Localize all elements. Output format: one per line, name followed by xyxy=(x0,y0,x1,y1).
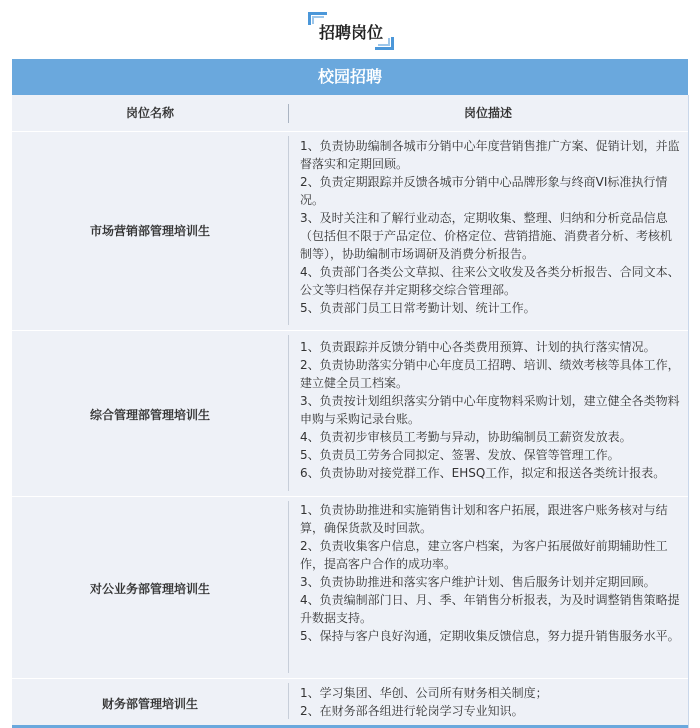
duty-item: 1、学习集团、华创、公司所有财务相关制度； xyxy=(300,686,548,700)
section-title: 招聘岗位 xyxy=(318,23,383,42)
duty-item: 2、在财务部各组进行轮岗学习专业知识。 xyxy=(300,704,524,718)
position-description xyxy=(300,501,680,645)
duty-item: 3、负责按计划组织落实分销中心年度物料采购计划，建立健全各类物料申购与采购记录台账。 xyxy=(300,394,680,426)
duty-item: 1、负责协助编制各城市分销中心年度营销售推广方案、促销计划，并监督落实和定期回顾。 xyxy=(300,139,680,171)
column-divider xyxy=(288,683,289,719)
column-header-description: 岗位描述 xyxy=(463,106,512,120)
row-divider xyxy=(12,131,688,132)
duty-item: 3、负责协助推进和落实客户维护计划、售后服务计划并定期回顾。 xyxy=(300,575,656,589)
duty-item: 6、负责协助对接党群工作、EHSQ工作，拟定和报送各类统计报表。 xyxy=(300,466,666,480)
duty-item: 4、负责编制部门日、月、季、年销售分析报表，为及时调整销售策略提升数据支持。 xyxy=(300,593,680,625)
column-divider xyxy=(288,501,289,673)
position-name: 综合管理部管理培训生 xyxy=(89,408,210,422)
section-title-frame xyxy=(308,12,394,50)
row-divider xyxy=(12,678,688,679)
section-header xyxy=(0,0,700,56)
position-name: 对公业务部管理培训生 xyxy=(89,582,210,596)
duty-item: 5、负责员工劳务合同拟定、签署、发放、保管等管理工作。 xyxy=(300,448,620,462)
position-name: 财务部管理培训生 xyxy=(101,697,198,711)
duty-item: 2、负责协助落实分销中心年度员工招聘、培训、绩效考核等具体工作，建立健全员工档案。 xyxy=(300,358,680,390)
position-description xyxy=(300,137,680,317)
duty-item: 1、负责协助推进和实施销售计划和客户拓展，跟进客户账务核对与结算，确保货款及时回款。 xyxy=(300,503,668,535)
duty-item: 2、负责定期跟踪并反馈各城市分销中心品牌形象与终商VI标准执行情况。 xyxy=(300,175,668,207)
row-divider xyxy=(12,330,688,331)
duty-item: 5、保持与客户良好沟通，定期收集反馈信息，努力提升销售服务水平。 xyxy=(300,629,680,643)
duty-item: 2、负责收集客户信息，建立客户档案，为客户拓展做好前期辅助性工作，提高客户合作的成功率。 xyxy=(300,539,668,571)
duty-item: 3、及时关注和了解行业动态，定期收集、整理、归纳和分析竞品信息（包括但不限于产品定位、价格定位、营销措施、消费者分析、考核机制等），协助编制市场调研及消费分析报告。 xyxy=(300,211,673,261)
column-divider xyxy=(288,335,289,491)
position-name: 市场营销部管理培训生 xyxy=(89,224,210,238)
position-description xyxy=(300,684,680,720)
duty-item: 4、负责部门各类公文草拟、往来公文收发及各类分析报告、合同文本、公文等归档保存并定期移交综合管理部。 xyxy=(300,265,680,297)
duty-item: 5、负责部门员工日常考勤计划、统计工作。 xyxy=(300,301,536,315)
row-divider xyxy=(12,496,688,497)
position-description xyxy=(300,338,680,482)
duty-item: 4、负责初步审核员工考勤与异动，协助编制员工薪资发放表。 xyxy=(300,430,632,444)
duty-item: 1、负责跟踪并反馈分销中心各类费用预算、计划的执行落实情况。 xyxy=(300,340,656,354)
campus-recruitment-banner: 校园招聘 xyxy=(12,59,688,95)
column-header-name: 岗位名称 xyxy=(125,106,174,120)
positions-table xyxy=(12,95,689,728)
column-divider xyxy=(288,136,289,325)
